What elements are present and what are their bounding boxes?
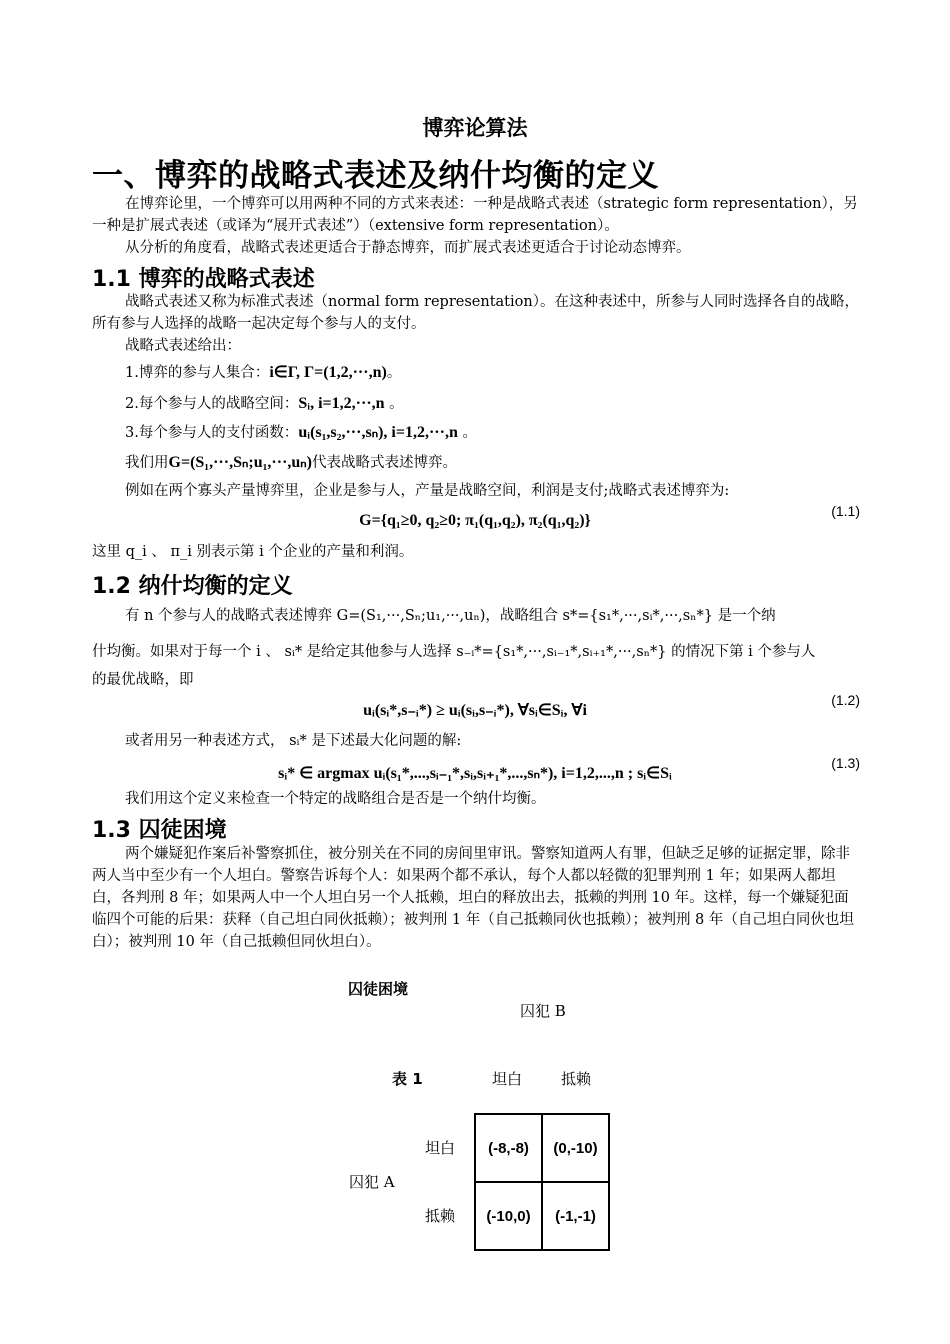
- payoff-matrix: [474, 1113, 610, 1251]
- payoff-cell-deny-deny: (-1,-1): [542, 1182, 609, 1250]
- alternative-statement: 或者用另一种表述方式， sᵢ* 是下述最大化问题的解:: [125, 733, 462, 749]
- item-payoff-function-text: 3.每个参与人的支付函数：: [125, 425, 299, 441]
- section-1-2-heading: 1.2 纳什均衡的定义: [92, 574, 293, 599]
- section-1-heading: 一、博弈的战略式表述及纳什均衡的定义: [92, 158, 659, 194]
- section-1-1-heading: 1.1 博弈的战略式表述: [92, 267, 315, 292]
- intro-paragraph-1: 在博弈论里，一个博弈可以用两种不同的方式来表述：一种是战略式表述（strategic form representation），另一种是扩展式表述（或译为“展开式表述”）（extensive form representation）。: [92, 196, 858, 234]
- item-payoff-function: 3.每个参与人的支付函数：uᵢ(s₁,s₂,···,sₙ), i=1,2,···,n 。: [125, 424, 477, 441]
- variable-explanation: 这里 q_i 、 π_i 别表示第 i 个企业的产量和利润。: [92, 544, 414, 560]
- item-players: 1.博弈的参与人集合：i∈Γ, Γ=(1,2,···,n)。: [125, 364, 402, 381]
- player-b-label: 囚犯 B: [520, 1002, 566, 1020]
- game-definition-line: [125, 452, 457, 474]
- col-header-deny: 抵赖: [561, 1070, 592, 1088]
- table-number-label: 表 1: [392, 1070, 423, 1088]
- section-1-1-paragraph-1: 战略式表述又称为标准式表述（normal form representation）。在这种表述中，所参与人同时选择各自的战略，所有参与人选择的战略一起决定每个参与人的支付。: [92, 294, 859, 332]
- section-1-1-paragraph-2: 战略式表述给出：: [125, 338, 241, 354]
- document-title: 博弈论算法: [422, 116, 528, 140]
- check-statement: 我们用这个定义来检查一个特定的战略组合是否是一个纳什均衡。: [125, 791, 546, 807]
- equation-1-1-number: (1.1): [831, 503, 860, 519]
- table-row: [475, 1182, 609, 1250]
- intro-paragraph-2: 从分析的角度看，战略式表述更适合于静态博弈，而扩展式表述更适合于讨论动态博弈。: [125, 240, 691, 256]
- row-header-confess: 坦白: [425, 1139, 456, 1157]
- player-a-label: 囚犯 A: [349, 1173, 395, 1191]
- game-definition-pre: 我们用: [125, 455, 169, 471]
- equation-1-2-body: uᵢ(sᵢ*,s₋ᵢ*) ≥ uᵢ(sᵢ,s₋ᵢ*), ∀sᵢ∈Sᵢ, ∀i: [363, 702, 587, 719]
- equation-1-3-number: (1.3): [831, 755, 860, 771]
- table-row: [475, 1114, 609, 1182]
- item-strategy-space: 2.每个参与人的战略空间：Sᵢ, i=1,2,···,n 。: [125, 395, 404, 412]
- item-strategy-space-math: Sᵢ, i=1,2,···,n: [298, 395, 385, 412]
- item-players-text: 1.博弈的参与人集合：: [125, 365, 270, 381]
- game-definition-math: G=(S₁,···,Sₙ;u₁,···,uₙ): [168, 454, 312, 471]
- equation-1-3-body: sᵢ* ∈ argmax uᵢ(s₁*,...,sᵢ₋₁*,sᵢ,sᵢ₊₁*,...,sₙ*), i=1,2,...,n ; sᵢ∈Sᵢ: [278, 765, 672, 782]
- equation-1-1-body: G={q₁≥0, q₂≥0; π₁(q₁,q₂), π₂(q₁,q₂)}: [359, 512, 591, 529]
- table-title: 囚徒困境: [348, 980, 409, 998]
- prisoners-dilemma-paragraph: 两个嫌疑犯作案后补警察抓住，被分别关在不同的房间里审讯。警察知道两人有罪，但缺乏足够的证据定罪，除非两人当中至少有一个人坦白。警察告诉每个人：如果两个都不承认，每个人都以轻微的犯罪判刑 1 年；如果两人都坦白，各判刑 8 年；如果两人中一个人坦白另一个人抵赖，坦白的释放出去，抵赖的判刑 10 年。这样，每一个嫌疑犯面临四个可能的后果：获释（自己坦白同伙抵赖）；被判刑 1 年（自己抵赖同伙也抵赖）；被判刑 8 年（自己坦白同伙也坦白）；被判刑 10 年（自己抵赖但同伙坦白）。: [92, 846, 854, 950]
- section-1-3-heading: 1.3 囚徒困境: [92, 818, 227, 843]
- payoff-cell-confess-confess: (-8,-8): [475, 1114, 542, 1182]
- col-header-confess: 坦白: [492, 1070, 523, 1088]
- equation-1-2: [0, 700, 950, 720]
- item-payoff-function-math: uᵢ(s₁,s₂,···,sₙ), i=1,2,···,n: [298, 424, 458, 441]
- equation-1-2-number: (1.2): [831, 692, 860, 708]
- equation-1-3: [0, 763, 950, 783]
- nash-definition-line-3: 的最优战略，即: [92, 672, 194, 688]
- oligopoly-example-text: 例如在两个寡头产量博弈里，企业是参与人，产量是战略空间，利润是支付;战略式表述博弈为:: [125, 483, 730, 499]
- game-definition-post: 代表战略式表述博弈。: [312, 455, 457, 471]
- item-players-math: i∈Γ, Γ=(1,2,···,n): [269, 364, 387, 381]
- nash-definition-line-2: 什均衡。如果对于每一个 i 、 sᵢ* 是给定其他参与人选择 s₋ᵢ*={s₁*,···,sᵢ₋₁*,sᵢ₊₁*,···,sₙ*} 的情况下第 i 个参与人: [92, 644, 816, 660]
- nash-definition-line-1: 有 n 个参与人的战略式表述博弈 G=(S₁,···,Sₙ;u₁,···,uₙ)，战略组合 s*={s₁*,···,sᵢ*,···,sₙ*} 是一个纳: [125, 608, 776, 624]
- row-header-deny: 抵赖: [425, 1207, 456, 1225]
- payoff-cell-confess-deny: (0,-10): [542, 1114, 609, 1182]
- payoff-cell-deny-confess: (-10,0): [475, 1182, 542, 1250]
- item-strategy-space-text: 2.每个参与人的战略空间：: [125, 396, 299, 412]
- equation-1-1: [0, 510, 950, 530]
